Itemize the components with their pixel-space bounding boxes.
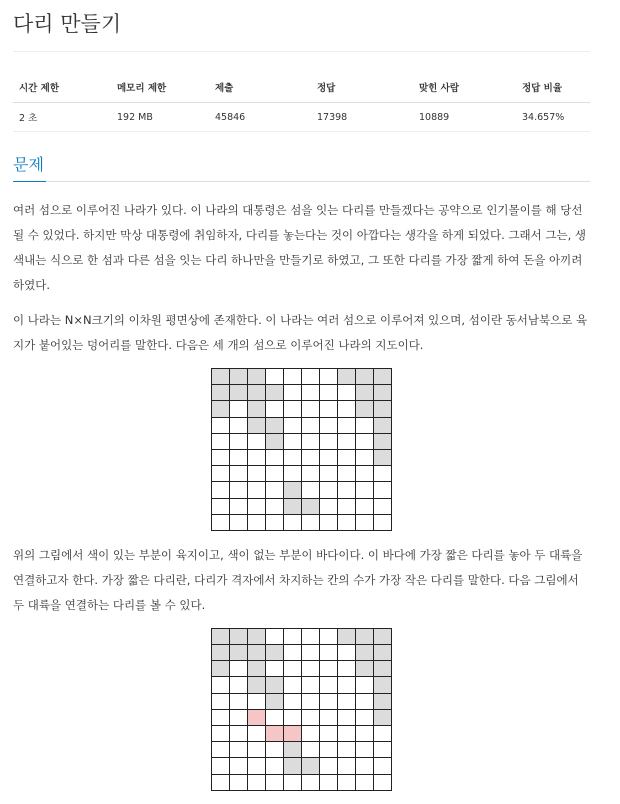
land-cell	[302, 758, 320, 774]
sea-cell	[302, 401, 320, 417]
sea-cell	[320, 629, 338, 645]
land-cell	[266, 385, 284, 401]
sea-cell	[212, 775, 230, 791]
sea-cell	[284, 515, 302, 531]
info-value-row	[13, 103, 590, 132]
sea-cell	[338, 758, 356, 774]
sea-cell	[320, 742, 338, 758]
sea-cell	[338, 499, 356, 515]
land-cell	[248, 385, 266, 401]
sea-cell	[212, 694, 230, 710]
land-cell	[230, 369, 248, 385]
land-cell	[338, 629, 356, 645]
sea-cell	[320, 499, 338, 515]
sea-cell	[230, 758, 248, 774]
sea-cell	[374, 482, 392, 498]
sea-cell	[320, 726, 338, 742]
land-cell	[248, 369, 266, 385]
sea-cell	[230, 515, 248, 531]
land-cell	[248, 677, 266, 693]
map-figure-2	[13, 628, 590, 791]
land-cell	[374, 629, 392, 645]
sea-cell	[248, 515, 266, 531]
sea-cell	[248, 450, 266, 466]
island-map-grid	[211, 368, 392, 531]
sea-cell	[374, 758, 392, 774]
sea-cell	[230, 710, 248, 726]
problem-info-table	[13, 71, 590, 132]
land-cell	[374, 385, 392, 401]
land-cell	[248, 418, 266, 434]
land-cell	[284, 482, 302, 498]
sea-cell	[212, 758, 230, 774]
sea-cell	[320, 369, 338, 385]
sea-cell	[212, 742, 230, 758]
header-memory-limit: 메모리 제한	[111, 71, 209, 103]
header-submissions: 제출	[209, 71, 311, 103]
land-cell	[374, 418, 392, 434]
sea-cell	[266, 758, 284, 774]
sea-cell	[266, 401, 284, 417]
land-cell	[356, 401, 374, 417]
header-solvers: 맞힌 사람	[413, 71, 516, 103]
land-cell	[248, 401, 266, 417]
sea-cell	[248, 726, 266, 742]
sea-cell	[302, 775, 320, 791]
bridge-cell	[248, 710, 266, 726]
sea-cell	[302, 710, 320, 726]
land-cell	[248, 645, 266, 661]
section-title-problem	[13, 154, 590, 182]
sea-cell	[212, 418, 230, 434]
land-cell	[356, 629, 374, 645]
sea-cell	[212, 466, 230, 482]
land-cell	[248, 629, 266, 645]
problem-title: 다리 만들기	[13, 0, 590, 52]
bridge-cell	[266, 726, 284, 742]
sea-cell	[320, 385, 338, 401]
land-cell	[248, 661, 266, 677]
sea-cell	[302, 466, 320, 482]
land-cell	[230, 645, 248, 661]
paragraph-2: 이 나라는 N×N크기의 이차원 평면상에 존재한다. 이 나라는 여러 섬으로 이루어져 있으며, 섬이란 동서남북으로 육지가 붙어있는 덩어리를 말한다. 다음은 세 개의 섬으로 이루어진 나라의 지도이다.	[13, 313, 588, 352]
sea-cell	[338, 742, 356, 758]
sea-cell	[374, 466, 392, 482]
sea-cell	[284, 629, 302, 645]
sea-cell	[320, 450, 338, 466]
sea-cell	[338, 726, 356, 742]
value-solvers: 10889	[413, 103, 516, 132]
land-cell	[374, 677, 392, 693]
sea-cell	[284, 645, 302, 661]
sea-cell	[230, 775, 248, 791]
sea-cell	[230, 661, 248, 677]
value-memory-limit: 192 MB	[111, 103, 209, 132]
sea-cell	[374, 515, 392, 531]
sea-cell	[284, 710, 302, 726]
land-cell	[374, 450, 392, 466]
sea-cell	[356, 726, 374, 742]
sea-cell	[266, 775, 284, 791]
sea-cell	[284, 677, 302, 693]
sea-cell	[266, 369, 284, 385]
sea-cell	[356, 418, 374, 434]
sea-cell	[320, 482, 338, 498]
land-cell	[266, 434, 284, 450]
sea-cell	[320, 677, 338, 693]
sea-cell	[266, 450, 284, 466]
land-cell	[212, 629, 230, 645]
sea-cell	[356, 499, 374, 515]
sea-cell	[284, 385, 302, 401]
value-submissions: 45846	[209, 103, 311, 132]
sea-cell	[230, 499, 248, 515]
sea-cell	[356, 694, 374, 710]
sea-cell	[374, 775, 392, 791]
sea-cell	[356, 710, 374, 726]
sea-cell	[248, 742, 266, 758]
sea-cell	[356, 466, 374, 482]
sea-cell	[356, 758, 374, 774]
sea-cell	[230, 418, 248, 434]
sea-cell	[284, 775, 302, 791]
sea-cell	[212, 677, 230, 693]
sea-cell	[320, 775, 338, 791]
sea-cell	[320, 645, 338, 661]
land-cell	[338, 369, 356, 385]
sea-cell	[212, 499, 230, 515]
sea-cell	[302, 482, 320, 498]
sea-cell	[284, 369, 302, 385]
sea-cell	[284, 401, 302, 417]
sea-cell	[266, 710, 284, 726]
land-cell	[374, 661, 392, 677]
sea-cell	[284, 434, 302, 450]
sea-cell	[374, 499, 392, 515]
section-title-text: 문제	[13, 155, 44, 174]
sea-cell	[266, 629, 284, 645]
land-cell	[356, 661, 374, 677]
land-cell	[302, 499, 320, 515]
sea-cell	[230, 401, 248, 417]
land-cell	[266, 418, 284, 434]
sea-cell	[338, 694, 356, 710]
value-accepted: 17398	[311, 103, 413, 132]
info-header-row	[13, 71, 590, 103]
map-figure-1	[13, 368, 590, 531]
bridge-map-grid	[211, 628, 392, 791]
land-cell	[266, 677, 284, 693]
sea-cell	[302, 369, 320, 385]
sea-cell	[248, 758, 266, 774]
sea-cell	[230, 726, 248, 742]
land-cell	[284, 499, 302, 515]
sea-cell	[230, 466, 248, 482]
sea-cell	[338, 385, 356, 401]
land-cell	[266, 694, 284, 710]
sea-cell	[230, 450, 248, 466]
land-cell	[230, 385, 248, 401]
land-cell	[284, 742, 302, 758]
land-cell	[374, 645, 392, 661]
land-cell	[374, 710, 392, 726]
sea-cell	[212, 710, 230, 726]
sea-cell	[230, 677, 248, 693]
sea-cell	[374, 742, 392, 758]
land-cell	[374, 694, 392, 710]
paragraph-1: 여러 섬으로 이루어진 나라가 있다. 이 나라의 대통령은 섬을 잇는 다리를 만들겠다는 공약으로 인기몰이를 해 당선될 수 있었다. 하지만 막상 대통령에 취임하자, 다리를 놓는다는 것이 아깝다는 생각을 하게 되었다. 그래서 그는, 생색내는 식으로 한 섬과 다른 섬을 잇는 다리 하나만을 만들기로 하였고, 그 또한 다리를 가장 짧게 하여 돈을 아끼려 하였다.	[13, 203, 587, 292]
sea-cell	[266, 661, 284, 677]
value-ratio: 34.657%	[516, 103, 590, 132]
land-cell	[212, 661, 230, 677]
sea-cell	[302, 661, 320, 677]
sea-cell	[320, 401, 338, 417]
bridge-cell	[284, 726, 302, 742]
sea-cell	[266, 742, 284, 758]
sea-cell	[320, 434, 338, 450]
sea-cell	[284, 661, 302, 677]
sea-cell	[230, 482, 248, 498]
sea-cell	[266, 482, 284, 498]
sea-cell	[338, 775, 356, 791]
sea-cell	[212, 434, 230, 450]
land-cell	[212, 401, 230, 417]
sea-cell	[266, 499, 284, 515]
land-cell	[374, 369, 392, 385]
sea-cell	[248, 466, 266, 482]
sea-cell	[320, 515, 338, 531]
sea-cell	[212, 726, 230, 742]
sea-cell	[266, 466, 284, 482]
land-cell	[356, 645, 374, 661]
sea-cell	[302, 434, 320, 450]
sea-cell	[302, 726, 320, 742]
sea-cell	[338, 450, 356, 466]
land-cell	[266, 645, 284, 661]
header-accepted: 정답	[311, 71, 413, 103]
sea-cell	[320, 758, 338, 774]
sea-cell	[302, 385, 320, 401]
sea-cell	[338, 482, 356, 498]
sea-cell	[302, 694, 320, 710]
sea-cell	[338, 645, 356, 661]
value-time-limit: 2 초	[13, 103, 111, 132]
sea-cell	[284, 694, 302, 710]
sea-cell	[284, 418, 302, 434]
sea-cell	[248, 694, 266, 710]
header-ratio: 정답 비율	[516, 71, 590, 103]
sea-cell	[302, 677, 320, 693]
sea-cell	[320, 418, 338, 434]
sea-cell	[212, 515, 230, 531]
land-cell	[356, 369, 374, 385]
sea-cell	[284, 466, 302, 482]
sea-cell	[230, 742, 248, 758]
land-cell	[212, 369, 230, 385]
sea-cell	[302, 418, 320, 434]
sea-cell	[320, 466, 338, 482]
sea-cell	[338, 401, 356, 417]
sea-cell	[248, 482, 266, 498]
sea-cell	[356, 434, 374, 450]
sea-cell	[338, 677, 356, 693]
land-cell	[374, 434, 392, 450]
sea-cell	[320, 694, 338, 710]
sea-cell	[374, 726, 392, 742]
sea-cell	[302, 742, 320, 758]
sea-cell	[230, 434, 248, 450]
sea-cell	[356, 775, 374, 791]
sea-cell	[356, 482, 374, 498]
land-cell	[356, 385, 374, 401]
sea-cell	[356, 742, 374, 758]
sea-cell	[284, 450, 302, 466]
land-cell	[212, 385, 230, 401]
sea-cell	[338, 710, 356, 726]
sea-cell	[302, 450, 320, 466]
sea-cell	[320, 710, 338, 726]
header-time-limit: 시간 제한	[13, 71, 111, 103]
sea-cell	[338, 466, 356, 482]
sea-cell	[212, 482, 230, 498]
sea-cell	[248, 499, 266, 515]
sea-cell	[338, 515, 356, 531]
land-cell	[284, 758, 302, 774]
sea-cell	[302, 629, 320, 645]
sea-cell	[248, 434, 266, 450]
sea-cell	[338, 661, 356, 677]
sea-cell	[302, 515, 320, 531]
land-cell	[374, 401, 392, 417]
paragraph-3: 위의 그림에서 색이 있는 부분이 육지이고, 색이 없는 부분이 바다이다. 이 바다에 가장 짧은 다리를 놓아 두 대륙을 연결하고자 한다. 가장 짧은 다리란, 다리가 격자에서 차지하는 칸의 수가 가장 작은 다리를 말한다. 다음 그림에서 두 대륙을 연결하는 다리를 볼 수 있다.	[13, 547, 583, 612]
sea-cell	[230, 694, 248, 710]
sea-cell	[302, 645, 320, 661]
section-title-underline	[13, 181, 46, 182]
land-cell	[212, 645, 230, 661]
sea-cell	[266, 515, 284, 531]
sea-cell	[356, 515, 374, 531]
sea-cell	[320, 661, 338, 677]
sea-cell	[356, 450, 374, 466]
sea-cell	[356, 677, 374, 693]
sea-cell	[338, 418, 356, 434]
land-cell	[230, 629, 248, 645]
sea-cell	[248, 775, 266, 791]
sea-cell	[338, 434, 356, 450]
sea-cell	[212, 450, 230, 466]
